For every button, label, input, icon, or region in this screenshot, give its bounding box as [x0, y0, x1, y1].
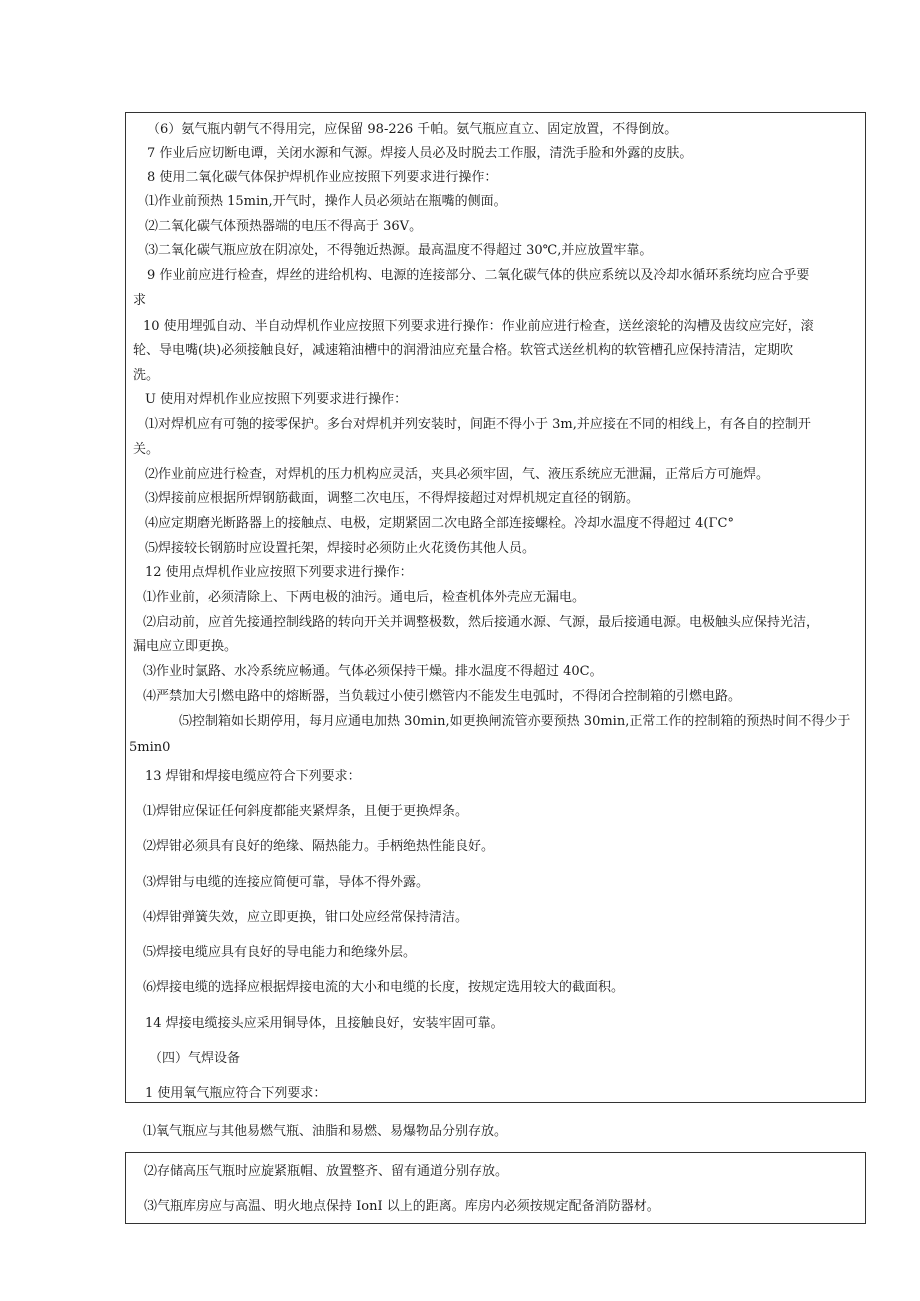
text-line: 7 作业后应切断电谭，关闭水源和气源。焊接人员必及时脱去工作服，清洗手脸和外露的皮肤。	[147, 146, 693, 161]
text-line: ⑶作业时氯路、水冷系统应畅通。气体必须保持干燥。排水温度不得超过 40C。	[143, 664, 603, 679]
text-line: 求	[133, 293, 147, 308]
text-line: ⑷焊钳弹簧失效，应立即更换，钳口处应经常保持清洁。	[143, 910, 469, 925]
text-line: 5min0	[129, 740, 171, 755]
text-line: ⑴对焊机应有可匏的接零保护。多台对焊机并列安装时，间距不得小于 3m,并应接在不同的相线上，有各自的控制开	[145, 417, 811, 432]
document-frame-upper	[125, 112, 866, 1103]
text-line: 轮、导电嘴(块)必须接触良好，减速箱油槽中的润滑油应充量合格。软管式送丝机构的软管槽孔应保持清洁，定期吹	[133, 343, 794, 358]
text-line: ⑵焊钳必须具有良好的绝缘、隔热能力。手柄绝热性能良好。	[143, 839, 495, 854]
text-line: 10 使用埋弧自动、半自动焊机作业应按照下列要求进行操作：作业前应进行检查，送丝滚轮的沟槽及齿纹应完好，滚	[143, 319, 814, 334]
text-line: ⑸焊接较长钢筋时应设置托架，焊接时必须防止火花烫伤其他人员。	[145, 541, 536, 556]
text-line: 漏电应立即更换。	[133, 639, 238, 654]
text-line: 14 焊接电缆接头应采用铜导体，且接触良好，安装牢固可靠。	[145, 1016, 504, 1031]
text-line: ⑹焊接电缆的选择应根据焊接电流的大小和电缆的长度，按规定选用较大的截面积。	[143, 980, 625, 995]
section-heading: （四）气焊设备	[149, 1051, 241, 1066]
text-line: ⑸焊接电缆应具有良好的导电能力和绝缘外层。	[143, 945, 417, 960]
text-line: ⑵启动前，应首先接通控制线路的转向开关并调整极数，然后接通水源、气源，最后接通电源。电极触头应保持光洁，	[143, 615, 820, 630]
text-line: 1 使用氧气瓶应符合下列要求：	[145, 1086, 327, 1101]
text-line: 关。	[133, 442, 160, 457]
text-line: ⑴焊钳应保证任何斜度都能夹紧焊条，且便于更换焊条。	[143, 804, 469, 819]
text-line: （6）氨气瓶内朝气不得用完，应保留 98-226 千帕。氨气瓶应直立、固定放置，不得倒放。	[147, 122, 678, 137]
text-line: ⑶焊钳与电缆的连接应简便可靠，导体不得外露。	[143, 875, 430, 890]
text-line: ⑶二氧化碳气瓶应放在阴凉处，不得匏近热源。最高温度不得超过 30℃,并应放置牢靠。	[145, 243, 653, 258]
text-line: ⑷应定期磨光断路器上的接触点、电极，定期紧固二次电路全部连接螺栓。冷却水温度不得超过 4(ΓC°	[145, 516, 734, 531]
text-line: ⑴作业前，必须清除上、下两电极的油污。通电后，检查机体外壳应无漏电。	[143, 590, 586, 605]
text-line: 12 使用点焊机作业应按照下列要求进行操作：	[145, 565, 413, 580]
text-line: ⑶气瓶库房应与高温、明火地点保持 IonI 以上的距离。库房内必须按规定配备消防器材。	[144, 1199, 660, 1214]
text-line: ⑷严禁加大引燃电路中的熔断器，当负载过小使引燃管内不能发生电弧时，不得闭合控制箱的引燃电路。	[143, 689, 742, 704]
text-line: ⑴氧气瓶应与其他易燃气瓶、油脂和易燃、易爆物品分别存放。	[143, 1124, 508, 1139]
text-line: ⑵作业前应进行检查，对焊机的压力机构应灵活，夹具必须牢固，气、液压系统应无泄漏，正常后方可施焊。	[145, 467, 770, 482]
text-line: ⑵二氧化碳气体预热器端的电压不得高于 36V。	[145, 219, 423, 234]
text-line: 8 使用二氧化碳气体保护焊机作业应按照下列要求进行操作：	[147, 170, 498, 185]
text-line: ⑸控制箱如长期停用，每月应通电加热 30min,如更换闸流管亦要预热 30min,正常工作的控制箱的预热时间不得少于	[179, 714, 851, 729]
text-line: 洗。	[133, 368, 160, 383]
text-line: ⑴作业前预热 15min,开气时，操作人员必须站在瓶嘴的侧面。	[145, 194, 507, 209]
text-line: U 使用对焊机作业应按照下列要求进行操作：	[145, 392, 408, 407]
text-line: 13 焊钳和焊接电缆应符合下列要求：	[145, 769, 361, 784]
text-line: ⑶焊接前应根据所焊钢筋截面，调整二次电压，不得焊接超过对焊机规定直径的钢筋。	[145, 491, 640, 506]
text-line: 9 作业前应进行检查，焊丝的进给机构、电源的连接部分、二氧化碳气体的供应系统以及冷却水循环系统均应合乎要	[147, 268, 810, 283]
document-frame-lower	[125, 1152, 866, 1224]
text-line: ⑵存储高压气瓶时应旋紧瓶帽、放置整齐、留有通道分别存放。	[144, 1164, 509, 1179]
